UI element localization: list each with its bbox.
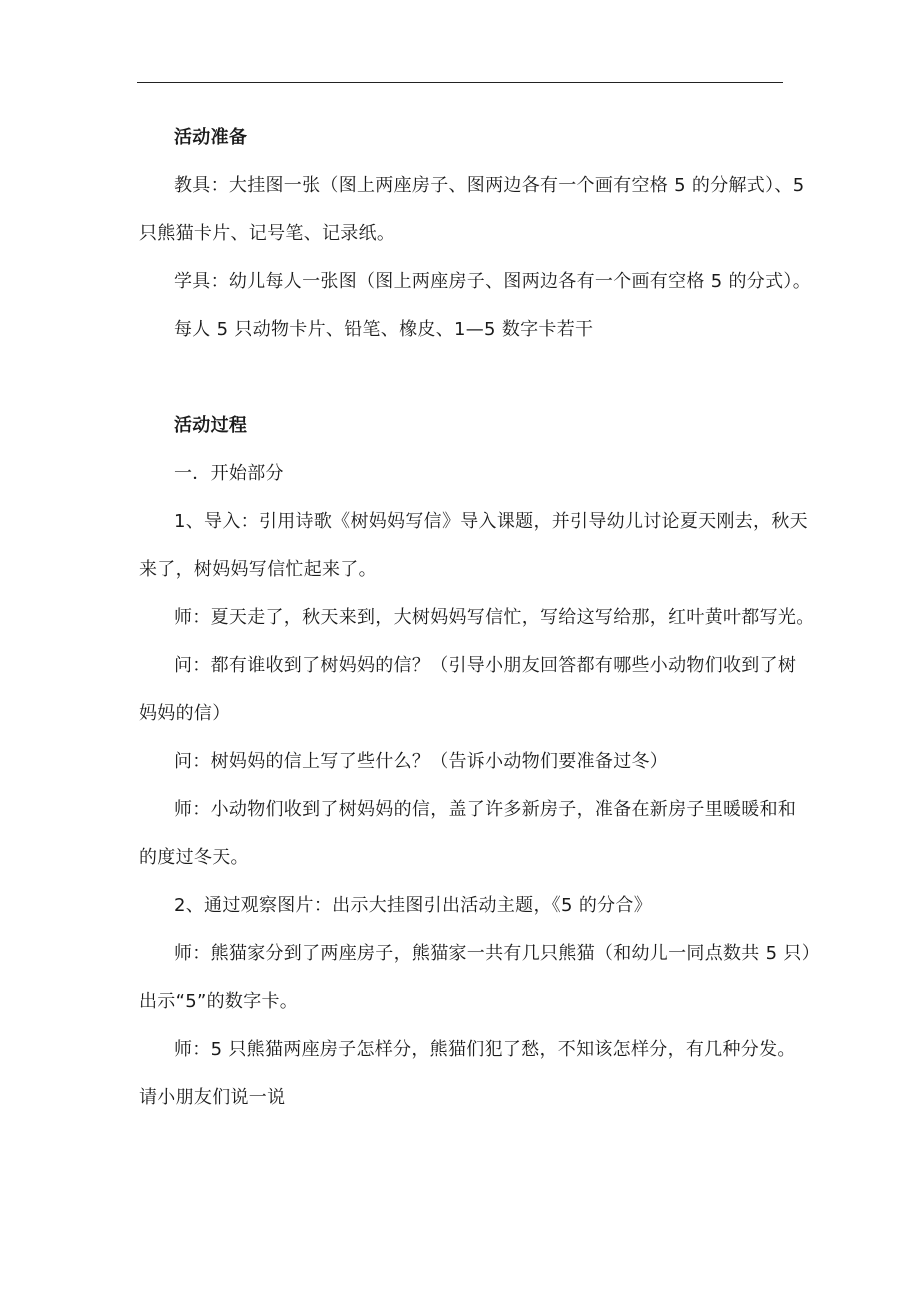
section-heading-preparation: 活动准备 [174,127,248,148]
teacher-line-3-part-2: 出示“5”的数字卡。 [139,991,299,1012]
step-1-line-1: 1、导入：引用诗歌《树妈妈写信》导入课题，并引导幼儿讨论夏天刚去，秋天 [174,511,808,532]
teacher-line-1: 师：夏天走了，秋天来到，大树妈妈写信忙，写给这写给那，红叶黄叶都写光。 [174,607,815,628]
teacher-line-2-part-1: 师：小动物们收到了树妈妈的信，盖了许多新房子，准备在新房子里暖暖和和 [174,799,797,820]
subheading-start: 一．开始部分 [174,463,284,484]
teacher-line-4-part-1: 师：5 只熊猫两座房子怎样分，熊猫们犯了愁，不知该怎样分，有几种分发。 [174,1039,796,1060]
section-heading-process: 活动过程 [174,415,248,436]
teacher-line-2-part-2: 的度过冬天。 [139,847,249,868]
step-2: 2、通过观察图片：出示大挂图引出活动主题，《5 的分合》 [174,895,653,916]
question-1-line-1: 问：都有谁收到了树妈妈的信？（引导小朋友回答都有哪些小动物们收到了树 [174,655,797,676]
question-1-line-2: 妈妈的信） [139,703,231,724]
teacher-line-4-part-2: 请小朋友们说一说 [139,1087,286,1108]
teaching-aids-line-2: 只熊猫卡片、记号笔、记录纸。 [139,223,396,244]
step-1-line-2: 来了，树妈妈写信忙起来了。 [139,559,377,580]
teacher-line-3-part-1: 师：熊猫家分到了两座房子，熊猫家一共有几只熊猫（和幼儿一同点数共 5 只） [174,943,820,964]
question-2: 问：树妈妈的信上写了些什么？（告诉小动物们要准备过冬） [174,751,669,772]
learning-aids-line-1: 学具：幼儿每人一张图（图上两座房子、图两边各有一个画有空格 5 的分式）。 [174,271,811,292]
learning-aids-line-2: 每人 5 只动物卡片、铅笔、橡皮、1—5 数字卡若干 [174,319,594,340]
header-rule [137,82,783,83]
teaching-aids-line-1: 教具：大挂图一张（图上两座房子、图两边各有一个画有空格 5 的分解式）、5 [174,175,805,196]
